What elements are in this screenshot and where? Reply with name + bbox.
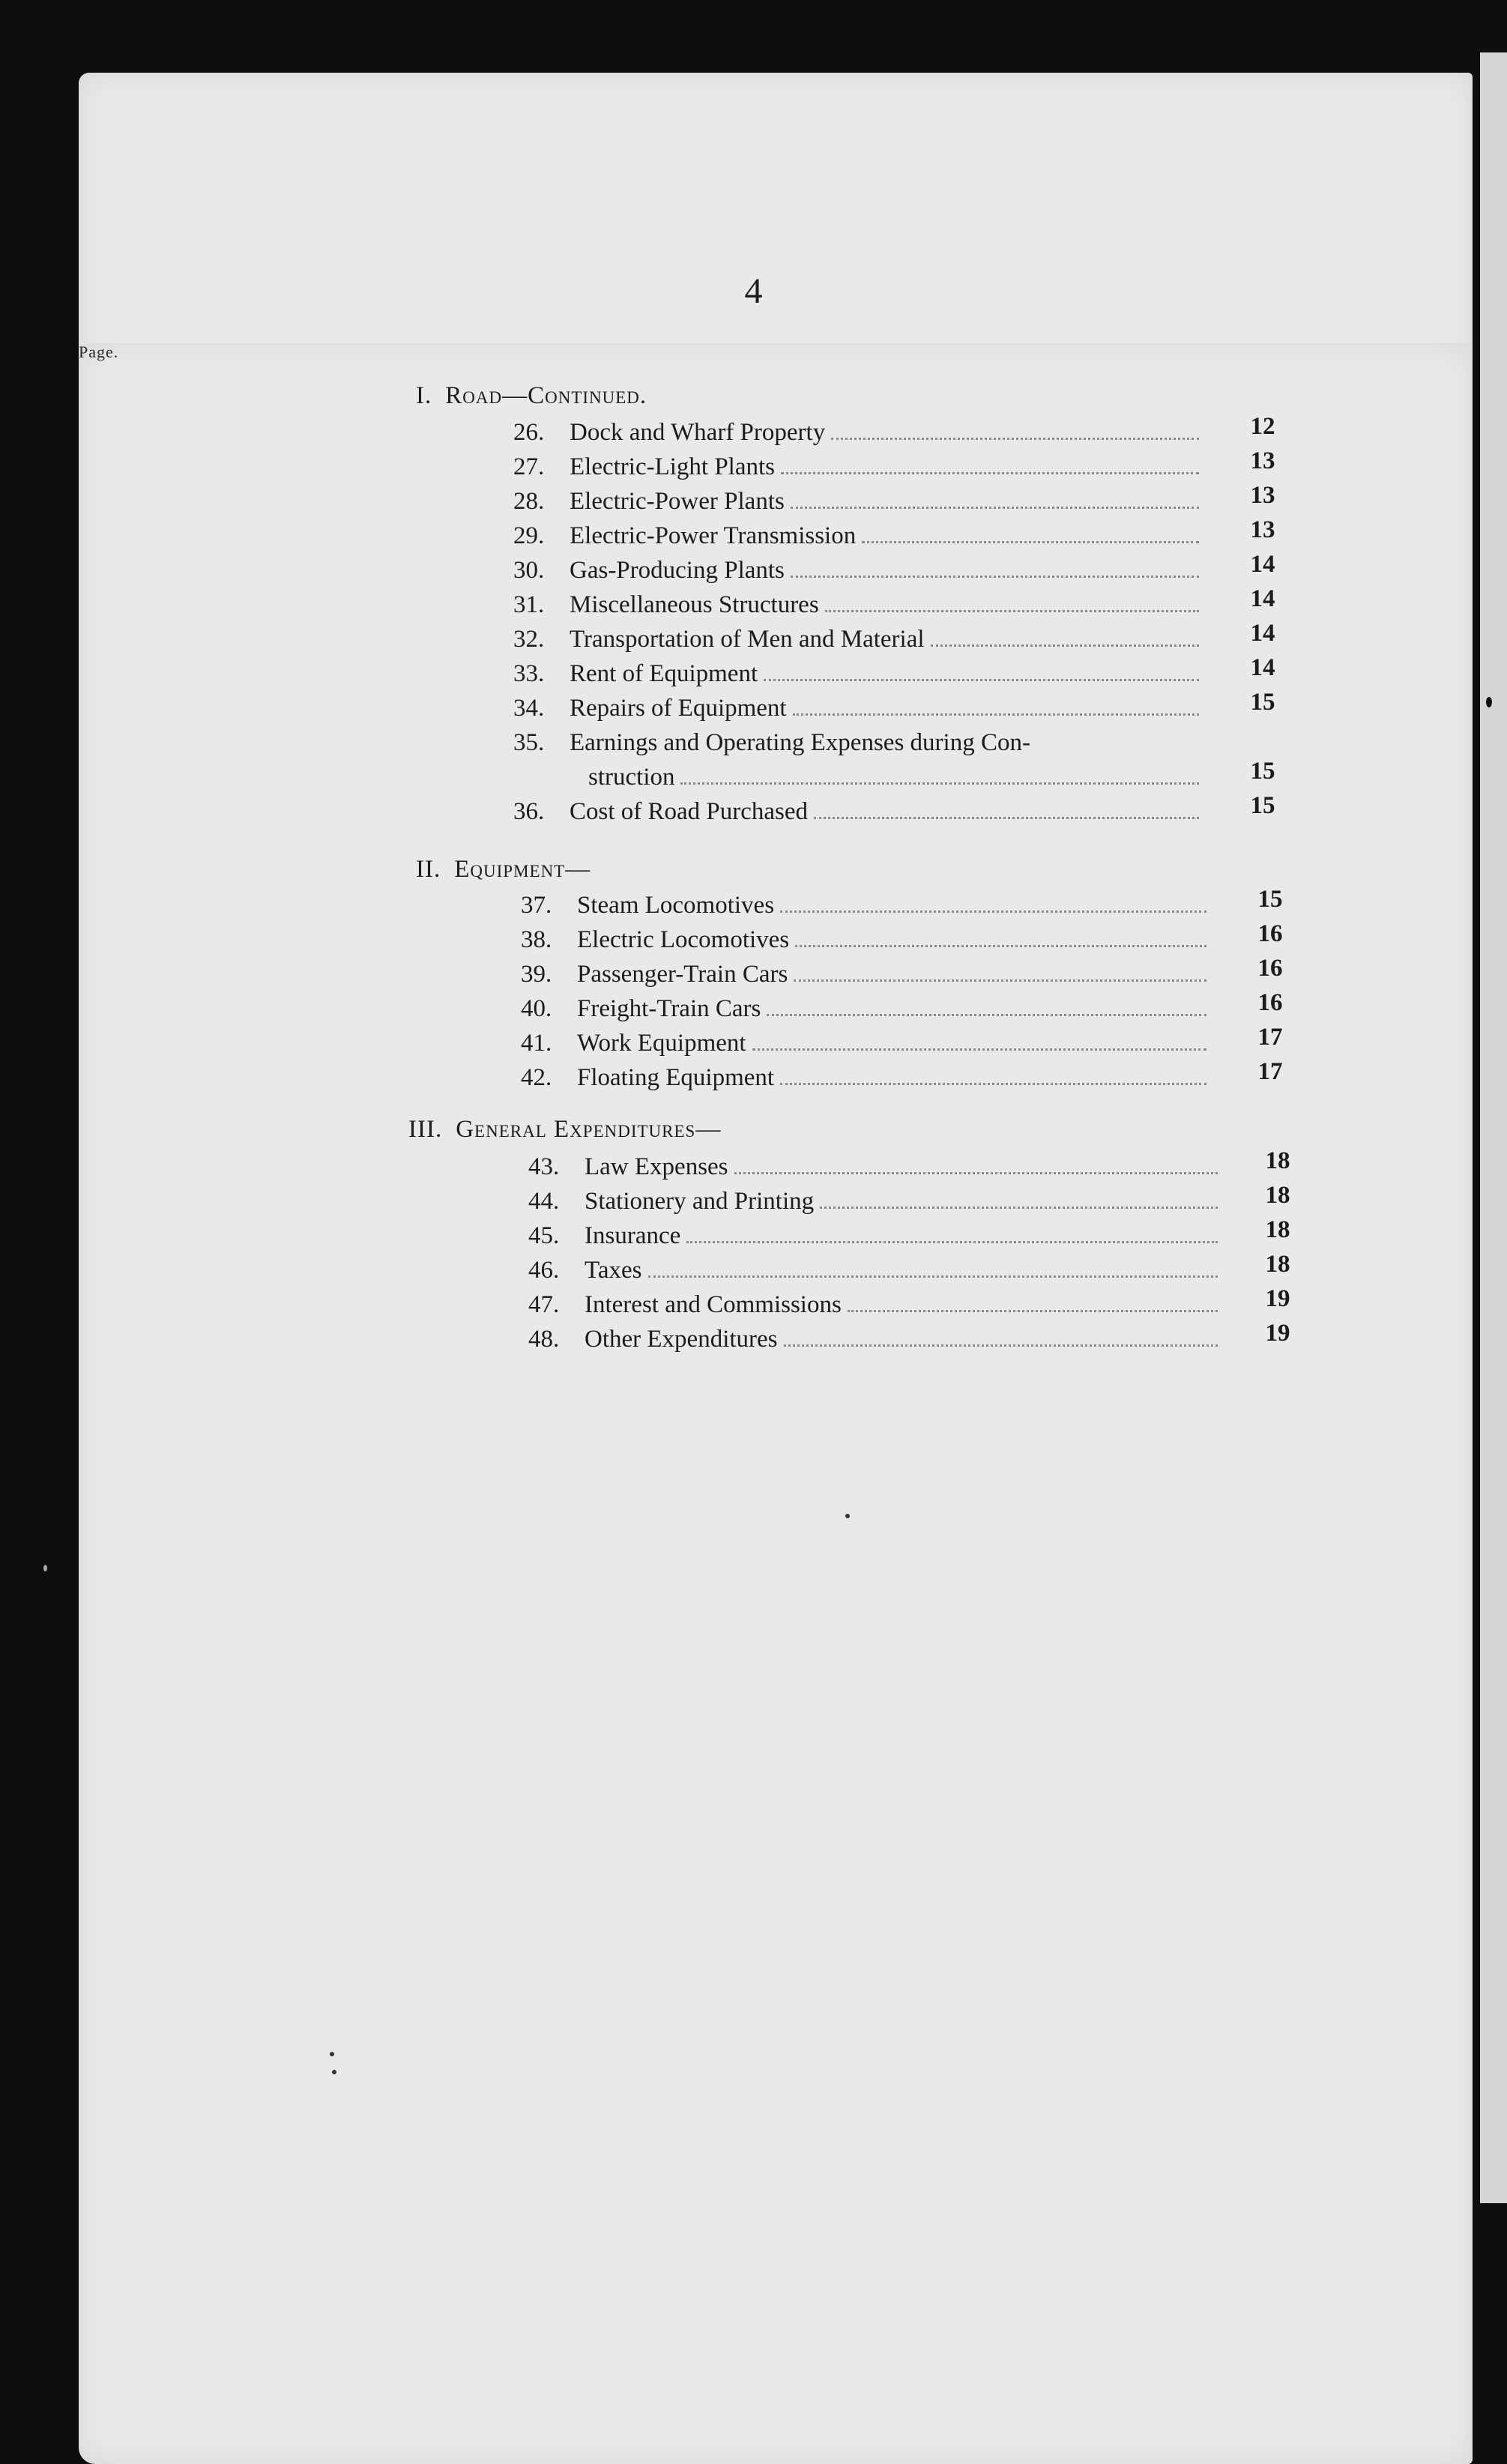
toc-entry: 30. Gas-Producing Plants 14 bbox=[513, 551, 1275, 584]
toc-entry: 33. Rent of Equipment 14 bbox=[513, 654, 1275, 687]
toc-entry: 45. Insurance 18 bbox=[528, 1216, 1290, 1249]
toc-entry: 37. Steam Locomotives 15 bbox=[521, 886, 1283, 919]
adjacent-page-edge bbox=[1480, 52, 1507, 2203]
toc-entry: 38. Electric Locomotives 16 bbox=[521, 920, 1283, 953]
toc-entry: 32. Transportation of Men and Material 14 bbox=[513, 620, 1275, 653]
toc-entry: 35. Earnings and Operating Expenses during Con- bbox=[513, 729, 1030, 756]
toc-entry: 40. Freight-Train Cars 16 bbox=[521, 989, 1283, 1022]
toc-entry: 43. Law Expenses 18 bbox=[528, 1147, 1290, 1180]
toc-entry: 27. Electric-Light Plants 13 bbox=[513, 447, 1275, 480]
toc-entry: 48. Other Expenditures 19 bbox=[528, 1320, 1290, 1353]
toc-entry: 42. Floating Equipment 17 bbox=[521, 1058, 1283, 1091]
scan-speck bbox=[43, 1565, 47, 1571]
toc-entry: 46. Taxes 18 bbox=[528, 1251, 1290, 1284]
scan-speck bbox=[332, 2070, 336, 2074]
section-heading-general-expenditures: III. General Expenditures— bbox=[408, 1116, 722, 1143]
toc-entry-continuation: struction 15 bbox=[588, 758, 1275, 791]
scan-speck bbox=[1486, 697, 1492, 707]
toc-entry: 29. Electric-Power Transmission 13 bbox=[513, 516, 1275, 549]
section-heading-equipment: II. Equipment— bbox=[416, 856, 591, 883]
toc-entry: 28. Electric-Power Plants 13 bbox=[513, 482, 1275, 515]
toc-entry: 47. Interest and Commissions 19 bbox=[528, 1285, 1290, 1318]
toc-entry: 39. Passenger-Train Cars 16 bbox=[521, 955, 1283, 988]
page-column-header: Page. bbox=[79, 343, 1473, 2464]
toc-entry: 26. Dock and Wharf Property 12 bbox=[513, 413, 1275, 446]
page-number: 4 bbox=[744, 271, 763, 311]
toc-entry: 34. Repairs of Equipment 15 bbox=[513, 689, 1275, 722]
toc-entry: 31. Miscellaneous Structures 14 bbox=[513, 585, 1275, 618]
scan-speck bbox=[330, 2052, 334, 2056]
toc-entry: 41. Work Equipment 17 bbox=[521, 1024, 1283, 1057]
toc-entry: 44. Stationery and Printing 18 bbox=[528, 1182, 1290, 1215]
scan-speck bbox=[845, 1514, 850, 1518]
section-heading-road: I. Road—Continued. bbox=[416, 382, 647, 409]
toc-entry: 36. Cost of Road Purchased 15 bbox=[513, 792, 1275, 825]
